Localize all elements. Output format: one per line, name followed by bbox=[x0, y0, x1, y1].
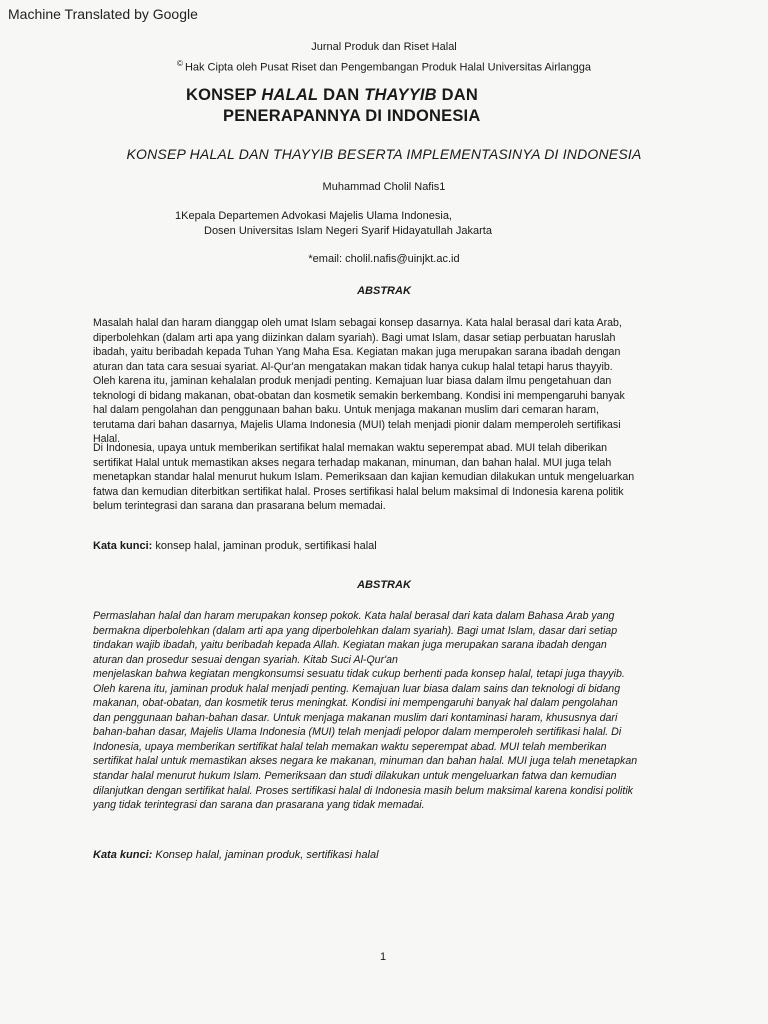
text-line: Halal. bbox=[93, 433, 121, 446]
text-line: bahan-bahan dasar, Majelis Ulama Indonesia (MUI) telah menjadi pelopor dalam memperoleh sertifikasi halal. Di bbox=[93, 726, 622, 739]
text-line: Masalah halal dan haram dianggap oleh umat Islam sebagai konsep dasarnya. Kata halal berasal dari kata Arab, bbox=[93, 317, 622, 329]
affiliation-line-2: Dosen Universitas Islam Negeri Syarif Hidayatullah Jakarta bbox=[204, 225, 492, 237]
title-part: KONSEP bbox=[186, 86, 262, 104]
affiliation-line-1: 1Kepala Departemen Advokasi Majelis Ulama Indonesia, bbox=[175, 210, 452, 222]
abstract-paragraph-2 bbox=[93, 441, 693, 514]
text-line: teknologi di bidang makanan, obat-obatan dan kosmetik semakin berkembang. Kondisi ini mempengaruhi banyak bbox=[93, 389, 625, 402]
text-line: belum terintegrasi dan sarana dan prasarana belum memadai. bbox=[93, 500, 386, 513]
copyright-symbol: © bbox=[177, 59, 183, 68]
keywords-text: konsep halal, jaminan produk, sertifikasi halal bbox=[152, 540, 377, 552]
copyright-text: Hak Cipta oleh Pusat Riset dan Pengembangan Produk Halal Universitas Airlangga bbox=[184, 61, 591, 74]
text-line: aturan dan tata cara sesuai syariat. Al-Qur'an mengatakan makan tidak hanya cukup halal tetapi harus thayyib. bbox=[93, 360, 613, 373]
title-part-italic: HALAL bbox=[261, 86, 319, 104]
text-line: fatwa dan kemudian diterbitkan sertifikat halal. Proses sertifikasi halal belum maksimal di Indonesia karena politik bbox=[93, 485, 624, 498]
paper-subtitle: KONSEP HALAL DAN THAYYIB BESERTA IMPLEMENTASINYA DI INDONESIA bbox=[126, 146, 642, 162]
keywords-text: Konsep halal, jaminan produk, sertifikasi halal bbox=[152, 849, 379, 861]
paper-title-line-1 bbox=[186, 86, 478, 105]
text-line: Oleh karena itu, jaminan produk halal menjadi penting. Kemajuan luar biasa dalam sains dan teknologi di bidang bbox=[93, 682, 621, 695]
abstract-paragraph-1 bbox=[93, 316, 693, 447]
text-line: Di Indonesia, upaya untuk memberikan sertifikat halal memakan waktu seperempat abad. MUI telah diberikan bbox=[93, 442, 608, 454]
title-part: DAN bbox=[318, 86, 365, 104]
text-line: ibadah, yaitu beribadah kepada Tuhan Yang Maha Esa. Kegiatan makan juga merupakan sarana ibadah dengan bbox=[93, 346, 621, 359]
title-part: DAN bbox=[436, 86, 478, 104]
text-line: dilanjutkan dengan sertifikat halal. Proses sertifikasi halal di Indonesia masih belum maksimal karena kondisi politik bbox=[93, 784, 633, 797]
text-line: standar halal menurut hukum Islam. Pemeriksaan dan studi dilakukan untuk mengeluarkan fatwa dan kemudian bbox=[93, 770, 617, 783]
text-line: Permaslahan halal dan haram merupakan konsep pokok. Kata halal berasal dari kata dalam Bahasa Arab yang bbox=[93, 610, 615, 622]
keywords-2 bbox=[93, 849, 379, 861]
abstract-heading-1: ABSTRAK bbox=[357, 285, 411, 297]
text-line: makanan, obat-obatan, dan kosmetik terus meningkat. Kondisi ini mempengaruhi banyak hal dalam pengolahan bbox=[93, 697, 618, 710]
text-line: menjelaskan bahwa kegiatan mengkonsumsi sesuatu tidak cukup berhenti pada konsep halal, tetapi juga thayyib. bbox=[93, 668, 625, 681]
keywords-label: Kata kunci: bbox=[93, 849, 153, 861]
text-line: aturan dan prosedur sesuai dengan syariah. Kitab Suci Al-Qur'an bbox=[93, 653, 398, 666]
abstract-heading-2: ABSTRAK bbox=[357, 579, 411, 591]
copyright-line bbox=[0, 59, 768, 74]
machine-translation-banner: Machine Translated by Google bbox=[8, 6, 198, 22]
text-line: terutama dari bahan dasarnya, Majelis Ulama Indonesia (MUI) telah menjadi pionir dalam memperoleh sertifikasi bbox=[93, 418, 621, 431]
keywords-label: Kata kunci: bbox=[93, 540, 153, 552]
page-number: 1 bbox=[380, 951, 387, 963]
text-line: Oleh karena itu, jaminan kehalalan produk menjadi penting. Kemajuan luar biasa dalam ilmu pengetahuan dan bbox=[93, 375, 612, 388]
text-line: Indonesia, upaya memberikan sertifikat halal telah memakan waktu seperempat abad. MUI telah memberikan bbox=[93, 740, 607, 753]
text-line: sertifikat Halal untuk memastikan akses negara terhadap makanan, minuman, dan bahan halal. MUI juga telah bbox=[93, 456, 612, 469]
author-name: Muhammad Cholil Nafis1 bbox=[322, 181, 446, 193]
text-line: dan penggunaan bahan-bahan dasar. Untuk menjaga makanan muslim dari kontaminasi haram, khususnya dari bbox=[93, 711, 618, 724]
paper-title-line-2: PENERAPANNYA DI INDONESIA bbox=[223, 107, 481, 125]
abstract-paragraph-3 bbox=[93, 609, 693, 813]
text-line: bermakna diperbolehkan (dalam arti apa yang diperbolehkan dalam syariah). Bagi umat Islam, dasar dari setiap bbox=[93, 624, 618, 637]
title-part-italic: THAYYIB bbox=[364, 86, 437, 104]
keywords-1 bbox=[93, 540, 377, 552]
text-line: hal dalam pengolahan dan penggunaan bahan baku. Untuk menjaga makanan muslim dari cemaran haram, bbox=[93, 404, 599, 417]
text-line: diperbolehkan (dalam arti apa yang diizinkan dalam syariah). Bagi umat Islam, dasar setiap perbuatan haruslah bbox=[93, 331, 616, 344]
author-email: *email: cholil.nafis@uinjkt.ac.id bbox=[308, 253, 460, 265]
text-line: menetapkan standar halal menurut hukum Islam. Pemeriksaan dan kajian kemudian dilakukan untuk mengeluarkan bbox=[93, 471, 635, 484]
text-line: sertifikat halal untuk memastikan akses negara ke makanan, minuman dan bahan halal. MUI juga telah menetapkan bbox=[93, 755, 638, 768]
journal-name: Jurnal Produk dan Riset Halal bbox=[311, 41, 457, 53]
text-line: yang tidak terintegrasi dan sarana dan prasarana yang tidak memadai. bbox=[93, 799, 425, 812]
text-line: tindakan wajib ibadah, yaitu beribadah kepada Allah. Kegiatan makan juga merupakan sarana ibadah dengan bbox=[93, 639, 607, 652]
